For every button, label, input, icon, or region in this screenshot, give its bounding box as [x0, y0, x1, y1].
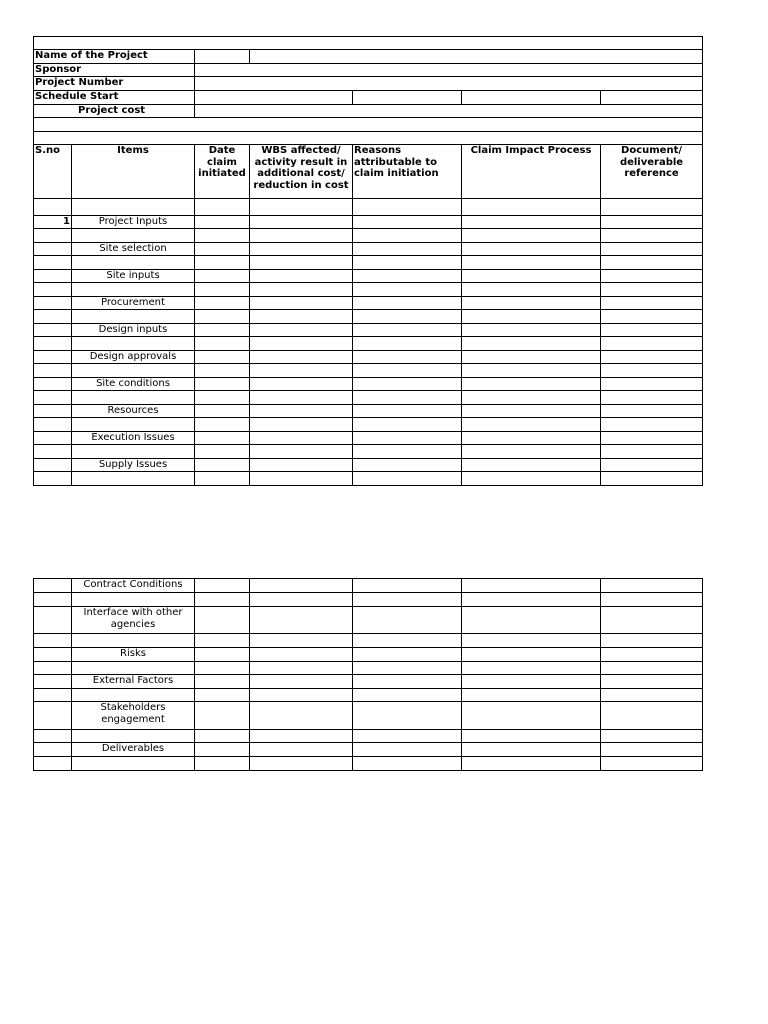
claim-item-row — [34, 378, 703, 391]
claims-register-table-continued — [33, 578, 703, 771]
process-cell[interactable] — [462, 405, 601, 418]
claim-item-row — [34, 324, 703, 337]
blank-cell — [353, 310, 462, 324]
document-cell[interactable] — [601, 459, 703, 472]
item-sno — [34, 378, 72, 391]
wbs-cell[interactable] — [250, 702, 353, 730]
blank-cell — [601, 337, 703, 351]
item-sno — [34, 459, 72, 472]
sponsor-row — [34, 64, 703, 77]
blank-cell — [462, 634, 601, 648]
blank-cell — [601, 229, 703, 243]
claim-item-row — [34, 607, 703, 634]
item-sno — [34, 579, 72, 593]
item-sno — [34, 675, 72, 689]
claim-item-row — [34, 270, 703, 283]
blank-cell — [195, 730, 250, 743]
claim-item-row — [34, 432, 703, 445]
header-row — [34, 145, 703, 199]
blank-cell — [601, 593, 703, 607]
blank-cell — [72, 337, 195, 351]
blank-cell — [250, 445, 353, 459]
reasons-cell[interactable] — [353, 378, 462, 391]
project-number-row — [34, 77, 703, 91]
item-label: Stakeholders engagement — [72, 702, 195, 730]
blank-cell — [353, 337, 462, 351]
blank-cell — [72, 283, 195, 297]
item-label: Deliverables — [72, 743, 195, 757]
item-label: Project Inputs — [72, 216, 195, 229]
process-cell[interactable] — [462, 216, 601, 229]
date-cell[interactable] — [195, 243, 250, 256]
blank-cell — [353, 757, 462, 771]
blank-cell — [72, 757, 195, 771]
wbs-cell[interactable] — [250, 270, 353, 283]
blank-cell — [34, 662, 72, 675]
document-cell[interactable] — [601, 297, 703, 310]
document-cell[interactable] — [601, 324, 703, 337]
item-sno — [34, 324, 72, 337]
blank-cell — [462, 229, 601, 243]
sponsor-value[interactable] — [195, 64, 703, 77]
wbs-cell[interactable] — [250, 743, 353, 757]
reasons-cell[interactable] — [353, 675, 462, 689]
item-label: Execution Issues — [72, 432, 195, 445]
blank-cell — [34, 689, 72, 702]
blank-cell — [34, 118, 703, 132]
claim-item-row — [34, 297, 703, 310]
blank-cell — [250, 593, 353, 607]
item-label: Supply Issues — [72, 459, 195, 472]
item-label: Site inputs — [72, 270, 195, 283]
item-sno — [34, 743, 72, 757]
wbs-cell[interactable] — [250, 648, 353, 662]
blank-row — [34, 132, 703, 145]
blank-cell — [195, 662, 250, 675]
schedule-start-value-a[interactable] — [195, 91, 353, 105]
blank-row — [34, 391, 703, 405]
blank-cell — [195, 445, 250, 459]
claim-item-row — [34, 405, 703, 418]
blank-cell — [462, 757, 601, 771]
blank-cell — [353, 283, 462, 297]
item-label: Design inputs — [72, 324, 195, 337]
blank-cell — [462, 662, 601, 675]
claim-item-row — [34, 743, 703, 757]
process-cell[interactable] — [462, 702, 601, 730]
blank-cell — [353, 689, 462, 702]
blank-cell — [353, 229, 462, 243]
blank-cell — [34, 310, 72, 324]
claim-item-row — [34, 648, 703, 662]
item-label: Risks — [72, 648, 195, 662]
blank-row — [34, 37, 703, 50]
blank-cell — [601, 472, 703, 486]
blank-cell — [462, 256, 601, 270]
process-cell[interactable] — [462, 324, 601, 337]
claim-item-row — [34, 243, 703, 256]
reasons-cell[interactable] — [353, 459, 462, 472]
blank-cell — [601, 418, 703, 432]
blank-cell — [34, 445, 72, 459]
project-cost-row — [34, 105, 703, 118]
reasons-cell[interactable] — [353, 216, 462, 229]
blank-cell — [34, 132, 703, 145]
claims-register-table — [33, 36, 703, 486]
blank-cell — [34, 337, 72, 351]
process-cell[interactable] — [462, 243, 601, 256]
reasons-cell[interactable] — [353, 432, 462, 445]
blank-cell — [195, 283, 250, 297]
item-sno — [34, 270, 72, 283]
blank-row — [34, 337, 703, 351]
process-cell[interactable] — [462, 743, 601, 757]
date-cell[interactable] — [195, 378, 250, 391]
process-cell[interactable] — [462, 459, 601, 472]
blank-cell — [250, 283, 353, 297]
schedule-start-value-b[interactable] — [353, 91, 462, 105]
blank-cell — [195, 757, 250, 771]
document-cell[interactable] — [601, 405, 703, 418]
blank-cell — [250, 199, 353, 216]
process-cell[interactable] — [462, 270, 601, 283]
process-cell[interactable] — [462, 297, 601, 310]
process-cell[interactable] — [462, 378, 601, 391]
blank-cell — [72, 310, 195, 324]
date-cell[interactable] — [195, 675, 250, 689]
wbs-cell[interactable] — [250, 216, 353, 229]
blank-cell — [72, 199, 195, 216]
process-cell[interactable] — [462, 675, 601, 689]
blank-cell — [250, 310, 353, 324]
blank-cell — [601, 283, 703, 297]
project-cost-label: Project cost — [34, 105, 195, 118]
blank-cell — [195, 391, 250, 405]
date-cell[interactable] — [195, 743, 250, 757]
claim-item-row — [34, 459, 703, 472]
blank-cell — [601, 364, 703, 378]
header-items: Items — [72, 145, 195, 199]
item-sno — [34, 607, 72, 634]
blank-cell — [250, 256, 353, 270]
blank-cell — [195, 256, 250, 270]
document-cell[interactable] — [601, 675, 703, 689]
blank-cell — [72, 662, 195, 675]
header-wbs-affected: WBS affected/ activity result in additional cost/ reduction in cost — [250, 145, 353, 199]
blank-cell — [250, 730, 353, 743]
project-name-label: Name of the Project — [34, 50, 195, 64]
blank-cell — [353, 730, 462, 743]
reasons-cell[interactable] — [353, 324, 462, 337]
header-claim-impact-process: Claim Impact Process — [462, 145, 601, 199]
process-cell[interactable] — [462, 351, 601, 364]
process-cell[interactable] — [462, 648, 601, 662]
document-cell[interactable] — [601, 702, 703, 730]
blank-cell — [601, 310, 703, 324]
date-cell[interactable] — [195, 607, 250, 634]
wbs-cell[interactable] — [250, 351, 353, 364]
blank-row — [34, 418, 703, 432]
blank-cell — [250, 229, 353, 243]
blank-cell — [250, 757, 353, 771]
document-cell[interactable] — [601, 216, 703, 229]
blank-cell — [601, 199, 703, 216]
date-cell[interactable] — [195, 351, 250, 364]
claim-item-row — [34, 216, 703, 229]
blank-cell — [72, 634, 195, 648]
schedule-start-value-d[interactable] — [601, 91, 703, 105]
blank-cell — [601, 256, 703, 270]
blank-cell — [601, 662, 703, 675]
blank-cell — [601, 757, 703, 771]
blank-cell — [72, 364, 195, 378]
blank-cell — [34, 391, 72, 405]
date-cell[interactable] — [195, 270, 250, 283]
header-reasons: Reasons attributable to claim initiation — [353, 145, 462, 199]
date-cell[interactable] — [195, 648, 250, 662]
blank-row — [34, 730, 703, 743]
item-sno — [34, 351, 72, 364]
blank-cell — [195, 337, 250, 351]
blank-cell — [353, 199, 462, 216]
wbs-cell[interactable] — [250, 459, 353, 472]
project-name-value-a[interactable] — [195, 50, 250, 64]
blank-cell — [34, 730, 72, 743]
blank-row — [34, 364, 703, 378]
blank-cell — [34, 472, 72, 486]
document-cell[interactable] — [601, 432, 703, 445]
blank-cell — [250, 472, 353, 486]
blank-row — [34, 689, 703, 702]
blank-cell — [353, 418, 462, 432]
document-cell[interactable] — [601, 270, 703, 283]
blank-cell — [601, 634, 703, 648]
item-sno — [34, 297, 72, 310]
project-name-value-b[interactable] — [250, 50, 703, 64]
blank-cell — [195, 229, 250, 243]
wbs-cell[interactable] — [250, 405, 353, 418]
item-label: External Factors — [72, 675, 195, 689]
item-sno: 1 — [34, 216, 72, 229]
blank-cell — [462, 364, 601, 378]
reasons-cell[interactable] — [353, 579, 462, 593]
blank-cell — [72, 472, 195, 486]
blank-cell — [34, 757, 72, 771]
blank-cell — [462, 310, 601, 324]
blank-cell — [462, 418, 601, 432]
blank-cell — [72, 256, 195, 270]
document-cell[interactable] — [601, 743, 703, 757]
header-sno: S.no — [34, 145, 72, 199]
blank-cell — [34, 229, 72, 243]
claim-item-row — [34, 579, 703, 593]
blank-row — [34, 199, 703, 216]
item-sno — [34, 648, 72, 662]
blank-cell — [353, 391, 462, 405]
blank-cell — [250, 689, 353, 702]
item-sno — [34, 432, 72, 445]
blank-cell — [34, 37, 703, 50]
item-sno — [34, 405, 72, 418]
blank-cell — [34, 199, 72, 216]
blank-cell — [72, 391, 195, 405]
blank-cell — [72, 689, 195, 702]
wbs-cell[interactable] — [250, 243, 353, 256]
blank-cell — [34, 418, 72, 432]
blank-cell — [195, 418, 250, 432]
item-label: Procurement — [72, 297, 195, 310]
item-label: Design approvals — [72, 351, 195, 364]
blank-cell — [195, 634, 250, 648]
blank-cell — [72, 593, 195, 607]
project-number-label: Project Number — [34, 77, 195, 91]
blank-row — [34, 472, 703, 486]
blank-row — [34, 757, 703, 771]
header-document-reference: Document/ deliverable reference — [601, 145, 703, 199]
blank-cell — [250, 634, 353, 648]
blank-cell — [462, 445, 601, 459]
item-sno — [34, 702, 72, 730]
date-cell[interactable] — [195, 405, 250, 418]
blank-cell — [462, 199, 601, 216]
claim-item-row — [34, 351, 703, 364]
date-cell[interactable] — [195, 297, 250, 310]
blank-cell — [195, 593, 250, 607]
date-cell[interactable] — [195, 579, 250, 593]
process-cell[interactable] — [462, 579, 601, 593]
blank-cell — [72, 730, 195, 743]
document-cell[interactable] — [601, 351, 703, 364]
blank-row — [34, 662, 703, 675]
blank-row — [34, 445, 703, 459]
blank-cell — [250, 391, 353, 405]
document-cell[interactable] — [601, 378, 703, 391]
blank-cell — [72, 418, 195, 432]
blank-cell — [195, 472, 250, 486]
blank-cell — [462, 283, 601, 297]
blank-cell — [250, 337, 353, 351]
process-cell[interactable] — [462, 607, 601, 634]
wbs-cell[interactable] — [250, 297, 353, 310]
date-cell[interactable] — [195, 459, 250, 472]
blank-row — [34, 256, 703, 270]
blank-cell — [353, 593, 462, 607]
blank-cell — [353, 472, 462, 486]
date-cell[interactable] — [195, 324, 250, 337]
project-cost-value[interactable] — [195, 105, 703, 118]
schedule-start-row — [34, 91, 703, 105]
blank-cell — [250, 662, 353, 675]
project-number-value[interactable] — [195, 77, 703, 91]
sponsor-label: Sponsor — [34, 64, 195, 77]
reasons-cell[interactable] — [353, 743, 462, 757]
blank-cell — [462, 391, 601, 405]
schedule-start-label: Schedule Start — [34, 91, 195, 105]
wbs-cell[interactable] — [250, 675, 353, 689]
blank-cell — [601, 391, 703, 405]
document-cell[interactable] — [601, 648, 703, 662]
blank-cell — [601, 689, 703, 702]
blank-row — [34, 118, 703, 132]
schedule-start-value-c[interactable] — [462, 91, 601, 105]
blank-cell — [353, 634, 462, 648]
document-cell[interactable] — [601, 243, 703, 256]
blank-cell — [250, 364, 353, 378]
reasons-cell[interactable] — [353, 270, 462, 283]
blank-cell — [195, 199, 250, 216]
blank-cell — [462, 472, 601, 486]
blank-cell — [34, 364, 72, 378]
date-cell[interactable] — [195, 432, 250, 445]
reasons-cell[interactable] — [353, 297, 462, 310]
blank-row — [34, 283, 703, 297]
blank-cell — [34, 634, 72, 648]
blank-row — [34, 593, 703, 607]
wbs-cell[interactable] — [250, 324, 353, 337]
blank-row — [34, 634, 703, 648]
blank-cell — [462, 730, 601, 743]
header-date-claim-initiated: Date claim initiated — [195, 145, 250, 199]
reasons-cell[interactable] — [353, 351, 462, 364]
blank-cell — [34, 283, 72, 297]
blank-cell — [195, 689, 250, 702]
reasons-cell[interactable] — [353, 702, 462, 730]
reasons-cell[interactable] — [353, 243, 462, 256]
blank-cell — [601, 730, 703, 743]
document-cell[interactable] — [601, 579, 703, 593]
blank-cell — [34, 593, 72, 607]
blank-cell — [353, 662, 462, 675]
blank-cell — [353, 364, 462, 378]
reasons-cell[interactable] — [353, 607, 462, 634]
claim-item-row — [34, 675, 703, 689]
blank-cell — [72, 229, 195, 243]
blank-cell — [250, 418, 353, 432]
document-cell[interactable] — [601, 607, 703, 634]
blank-cell — [353, 256, 462, 270]
item-label: Interface with other agencies — [72, 607, 195, 634]
blank-cell — [462, 337, 601, 351]
item-label: Site selection — [72, 243, 195, 256]
blank-row — [34, 229, 703, 243]
wbs-cell[interactable] — [250, 378, 353, 391]
blank-cell — [195, 364, 250, 378]
wbs-cell[interactable] — [250, 607, 353, 634]
claim-item-row — [34, 702, 703, 730]
date-cell[interactable] — [195, 702, 250, 730]
blank-row — [34, 310, 703, 324]
process-cell[interactable] — [462, 432, 601, 445]
blank-cell — [195, 310, 250, 324]
reasons-cell[interactable] — [353, 405, 462, 418]
date-cell[interactable] — [195, 216, 250, 229]
wbs-cell[interactable] — [250, 432, 353, 445]
blank-cell — [462, 689, 601, 702]
blank-cell — [72, 445, 195, 459]
blank-cell — [462, 593, 601, 607]
blank-cell — [34, 256, 72, 270]
item-label: Resources — [72, 405, 195, 418]
item-label: Contract Conditions — [72, 579, 195, 593]
blank-cell — [601, 445, 703, 459]
wbs-cell[interactable] — [250, 579, 353, 593]
reasons-cell[interactable] — [353, 648, 462, 662]
item-label: Site conditions — [72, 378, 195, 391]
blank-cell — [353, 445, 462, 459]
project-name-row — [34, 50, 703, 64]
item-sno — [34, 243, 72, 256]
